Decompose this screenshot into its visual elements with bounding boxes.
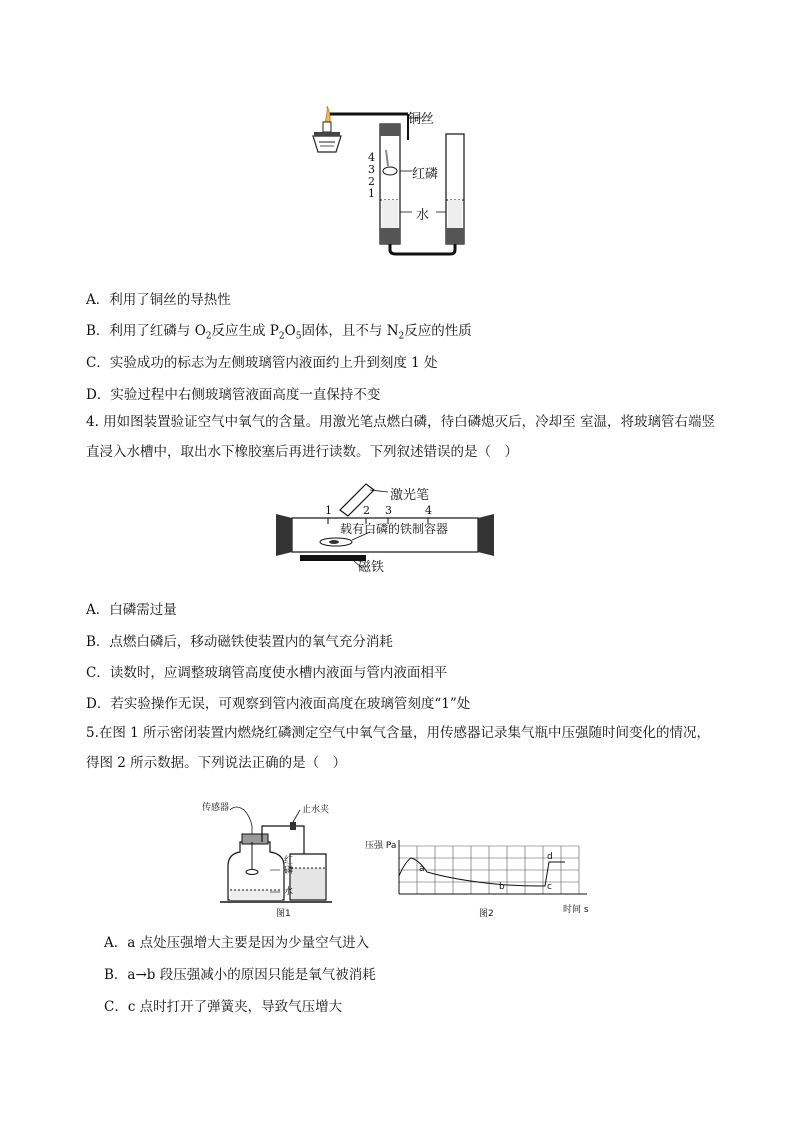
right-stopper [478, 514, 494, 556]
point-c: c [547, 882, 552, 892]
y-axis-label: 压强 Pa [365, 841, 397, 851]
laser-pen-label: 激光笔 [390, 488, 430, 503]
q4-scale-mark-2: 2 [363, 504, 370, 517]
q4-scale-mark-4: 4 [425, 504, 432, 517]
q3-option-c: C．实验成功的标志为左侧玻璃管内液面约上升到刻度 1 处 [86, 355, 438, 371]
x-axis-label: 时间 s [563, 905, 589, 915]
q3-option-b: B．利用了红磷与 $O_2$反应生成 $P_2O_5$固体，且不与 $N_2$反应的性质 [86, 323, 472, 342]
phosphorus-label: 红磷 [284, 856, 294, 876]
q5-option-b: B．a→b 段压强减小的原因只能是氧气被消耗 [104, 967, 376, 983]
q4-option-a: A．白磷需过量 [86, 602, 177, 618]
right-glass-tube [446, 134, 464, 244]
q3-scale-mark-4: 4 [368, 151, 375, 164]
point-a: a [419, 864, 425, 874]
q5-option-c: C．c 点时打开了弹簧夹，导致气压增大 [104, 999, 343, 1015]
q4-scale-mark-1: 1 [325, 504, 332, 517]
figure2-caption: 图2 [479, 909, 494, 919]
sensor-label: 传感器 [202, 803, 230, 813]
q4-option-b: B．点燃白磷后，移动磁铁使装置内的氧气充分消耗 [86, 634, 393, 650]
point-b: b [499, 882, 505, 892]
q3-option-a: A．利用了铜丝的导热性 [86, 292, 231, 308]
q3-scale-mark-2: 2 [368, 175, 375, 188]
magnet [300, 555, 366, 561]
left-stopper [276, 514, 292, 556]
q5-option-a: A．a 点处压强增大主要是因为少量空气进入 [104, 935, 370, 951]
magnet-label: 磁铁 [358, 560, 385, 575]
water-label: 水 [416, 208, 430, 223]
q5-stem: 5.在图 1 所示密闭装置内燃烧红磷测定空气中氧气含量，用传感器记录集气瓶中压强随时间变化的情况，得图 2 所示数据。下列说法正确的是（ ） [86, 725, 711, 771]
iron-container-label: 载有白磷的铁制容器 [340, 522, 449, 536]
q3-scale-mark-1: 1 [368, 187, 375, 200]
q3-apparatus-drawing [300, 100, 500, 260]
q5-figure2 [365, 836, 605, 920]
rubber-tube [390, 244, 455, 254]
q4-stem: 4. 用如图装置验证空气中氧气的含量。用激光笔点燃白磷，待白磷熄灭后，冷却至 室温，将玻璃管右端竖直浸入水槽中，取出水下橡胶塞后再进行读数。下列叙述错误的是（ ） [86, 414, 715, 460]
q3-figure [300, 100, 500, 260]
clamp-icon [290, 822, 296, 830]
q4-option-c: C．读数时，应调整玻璃管高度使水槽内液面与管内液面相平 [86, 665, 448, 681]
q4-figure [270, 480, 500, 575]
left-glass-tube [380, 124, 400, 244]
point-d: d [547, 852, 553, 862]
q3-option-d: D．实验过程中右侧玻璃管液面高度一直保持不变 [86, 387, 381, 403]
red-phosphorus-label: 红磷 [412, 167, 439, 182]
clamp-label: 止水夹 [302, 805, 330, 815]
q4-scale-mark-3: 3 [385, 504, 392, 517]
q4-option-d: D．若实验操作无误，可观察到管内液面高度在玻璃管刻度“1”处 [86, 696, 471, 712]
q5-figure1 [200, 796, 350, 920]
copper-wire-label: 铜丝 [408, 112, 435, 127]
figure1-caption: 图1 [276, 909, 291, 919]
q3-scale-mark-3: 3 [368, 163, 375, 176]
q5-water-label: 水 [284, 887, 294, 897]
